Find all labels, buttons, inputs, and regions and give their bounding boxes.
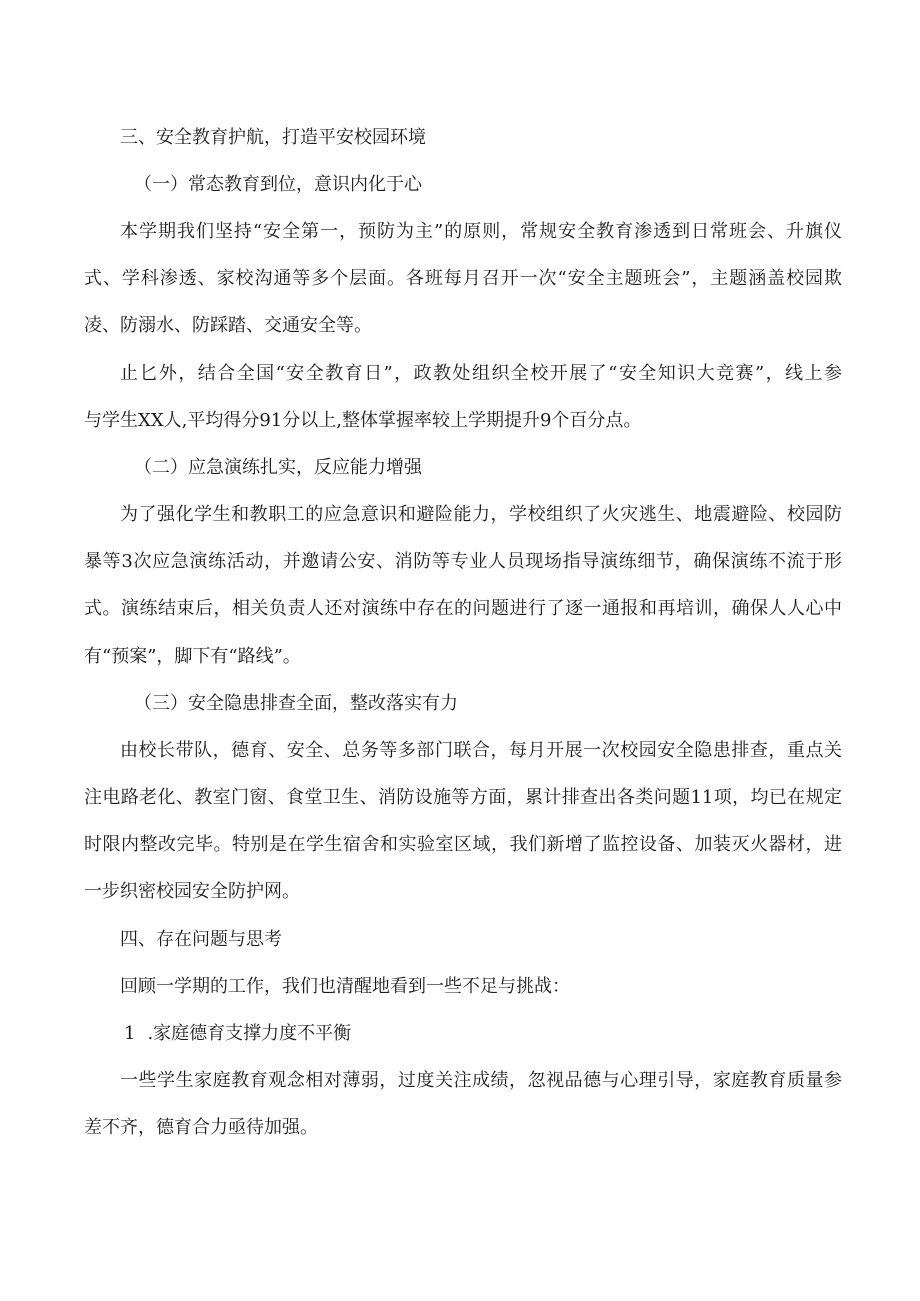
paragraph-line: 与学生XX人,平均得分91分以上,整体掌握率较上学期提升9个百分点。 [84,410,642,431]
numbered-item-1 [124,1022,884,1046]
paragraph-line: 式、学科渗透、家校沟通等多个层面。各班每月召开一次“安全主题班会”，主题涵盖校园欺 [84,268,842,289]
section-heading-3: 三、安全教育护航，打造平安校园环境 [120,127,426,148]
subsection-heading-3-3: （三）安全隐患排查全面，整改落实有力 [134,693,458,714]
paragraph-line: 差不齐，德育合力亟待加强。 [84,1117,318,1138]
item-title: .家庭德育支撑力度不平衡 [147,1023,352,1044]
subsection-heading-3-2: （二）应急演练扎实，反应能力增强 [134,457,422,478]
item-number: 1 [124,1023,136,1044]
paragraph-line: 由校长带队，德育、安全、总务等多部门联合，每月开展一次校园安全隐患排查，重点关 [120,740,842,761]
paragraph-line: 本学期我们坚持“安全第一，预防为主”的原则，常规安全教育渗透到日常班会、升旗仪 [120,221,842,242]
paragraph-line: 式。演练结束后，相关负责人还对演练中存在的问题进行了逐一通报和再培训，确保人人心中 [84,598,842,619]
paragraph-line: 一步织密校园安全防护网。 [84,881,300,902]
paragraph-line: 回顾一学期的工作，我们也清醒地看到一些不足与挑战： [120,976,570,997]
paragraph-line: 暴等3次应急演练活动，并邀请公安、消防等专业人员现场指导演练细节，确保演练不流于形 [84,551,842,572]
paragraph-line: 有“预案”，脚下有“路线”。 [84,646,301,667]
section-heading-4: 四、存在问题与思考 [120,929,282,950]
paragraph-line: 止匕外，结合全国“安全教育日”，政教处组织全校开展了“安全知识大竞赛”，线上参 [120,363,842,384]
paragraph-line: 注电路老化、教室门窗、食堂卫生、消防设施等方面，累计排查出各类问题11项，均已在规定 [84,787,842,808]
paragraph-line: 凌、防溺水、防踩踏、交通安全等。 [84,315,372,336]
paragraph-line: 为了强化学生和教职工的应急意识和避险能力，学校组织了火灾逃生、地震避险、校园防 [120,504,842,525]
paragraph-line: 一些学生家庭教育观念相对薄弱，过度关注成绩，忽视品德与心理引导，家庭教育质量参 [120,1070,842,1091]
subsection-heading-3-1: （一）常态教育到位，意识内化于心 [134,174,422,195]
paragraph-line: 时限内整改完毕。特别是在学生宿舍和实验室区域，我们新增了监控设备、加装灭火器材，进 [84,834,842,855]
